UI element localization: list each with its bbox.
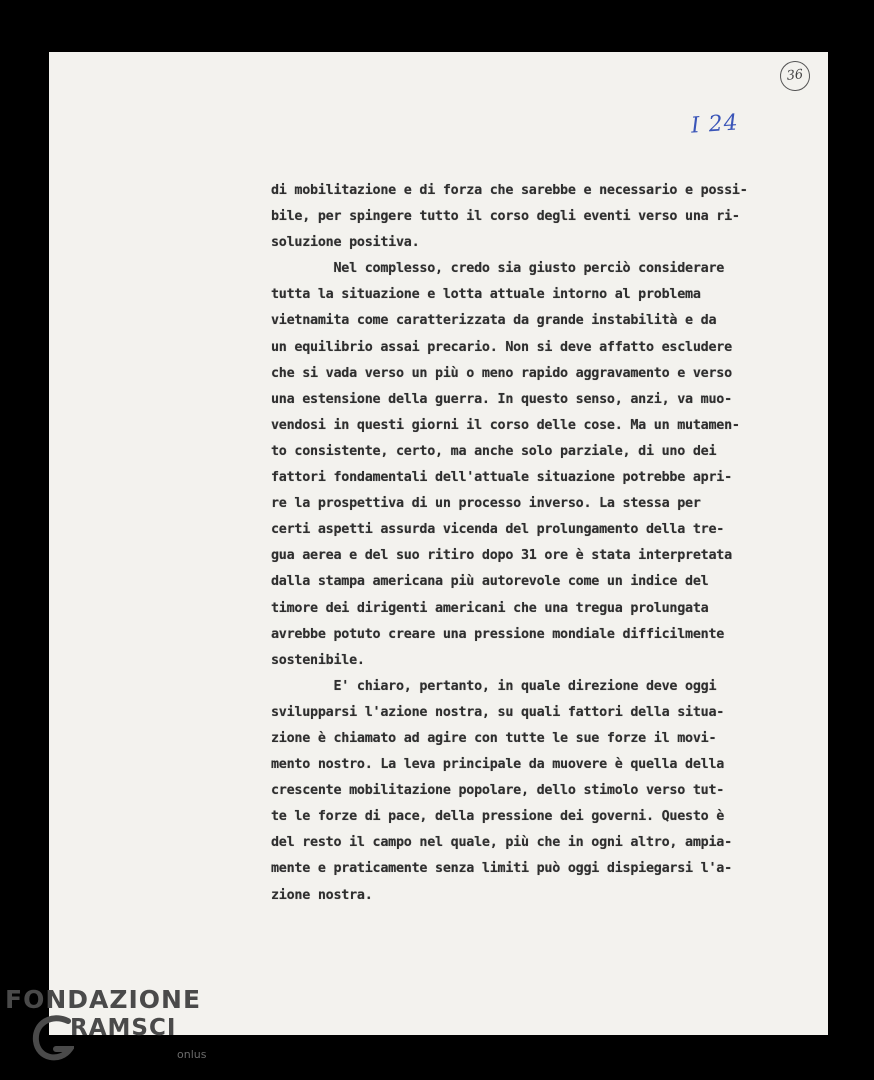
logo-wordmark-bottom: RAMSCI [70, 1015, 177, 1041]
document-page [49, 52, 828, 1035]
typewritten-text [271, 178, 831, 909]
text-line: E' chiaro, pertanto, in quale direzione deve oggi [271, 678, 717, 694]
text-line: una estensione della guerra. In questo senso, anzi, va muo- [271, 391, 732, 407]
text-line: bile, per spingere tutto il corso degli eventi verso una ri- [271, 209, 740, 225]
text-line: che si vada verso un più o meno rapido aggravamento e verso [271, 365, 732, 381]
logo-tagline: onlus [177, 1048, 207, 1061]
text-line: te le forze di pace, della pressione dei governi. Questo è [271, 809, 725, 825]
text-line: avrebbe potuto creare una pressione mondiale difficilmente [271, 626, 725, 642]
page-number-stamp: 36 [779, 60, 812, 93]
text-line: Nel complesso, credo sia giusto perciò considerare [271, 261, 725, 277]
text-line: del resto il campo nel quale, più che in ogni altro, ampia- [271, 835, 732, 851]
text-line: di mobilitazione e di forza che sarebbe e necessario e possi- [271, 183, 748, 198]
text-line: un equilibrio assai precario. Non si deve affatto escludere [271, 339, 732, 355]
text-line: svilupparsi l'azione nostra, su quali fattori della situa- [271, 704, 725, 720]
text-line: mento nostro. La leva principale da muovere è quella della [271, 757, 725, 773]
text-line: soluzione positiva. [271, 235, 420, 251]
text-line: mente e praticamente senza limiti può oggi dispiegarsi l'a- [271, 861, 732, 877]
text-line: dalla stampa americana più autorevole come un indice del [271, 574, 709, 590]
text-line: re la prospettiva di un processo inverso. La stessa per [271, 496, 701, 512]
text-line: zione è chiamato ad agire con tutte le sue forze il movi- [271, 730, 717, 746]
archive-handwritten-mark: I 24 [690, 110, 740, 139]
text-line: zione nostra. [271, 887, 373, 903]
text-line: crescente mobilitazione popolare, dello stimolo verso tut- [271, 783, 725, 799]
text-line: vietnamita come caratterizzata da grande instabilità e da [271, 313, 717, 329]
text-line: fattori fondamentali dell'attuale situazione potrebbe apri- [271, 470, 732, 486]
fondazione-gramsci-logo [0, 985, 220, 1080]
text-line: gua aerea e del suo ritiro dopo 31 ore è stata interpretata [271, 548, 732, 564]
text-line: sostenibile. [271, 652, 365, 668]
text-line: certi aspetti assurda vicenda del prolungamento della tre- [271, 522, 725, 538]
text-line: vendosi in questi giorni il corso delle cose. Ma un mutamen- [271, 417, 740, 433]
logo-wordmark-top: FONDAZIONE [5, 985, 202, 1014]
logo-g-swirl-icon [30, 1015, 74, 1065]
text-line: tutta la situazione e lotta attuale intorno al problema [271, 287, 701, 303]
text-line: timore dei dirigenti americani che una tregua prolungata [271, 600, 709, 616]
text-line: to consistente, certo, ma anche solo parziale, di uno dei [271, 443, 717, 459]
